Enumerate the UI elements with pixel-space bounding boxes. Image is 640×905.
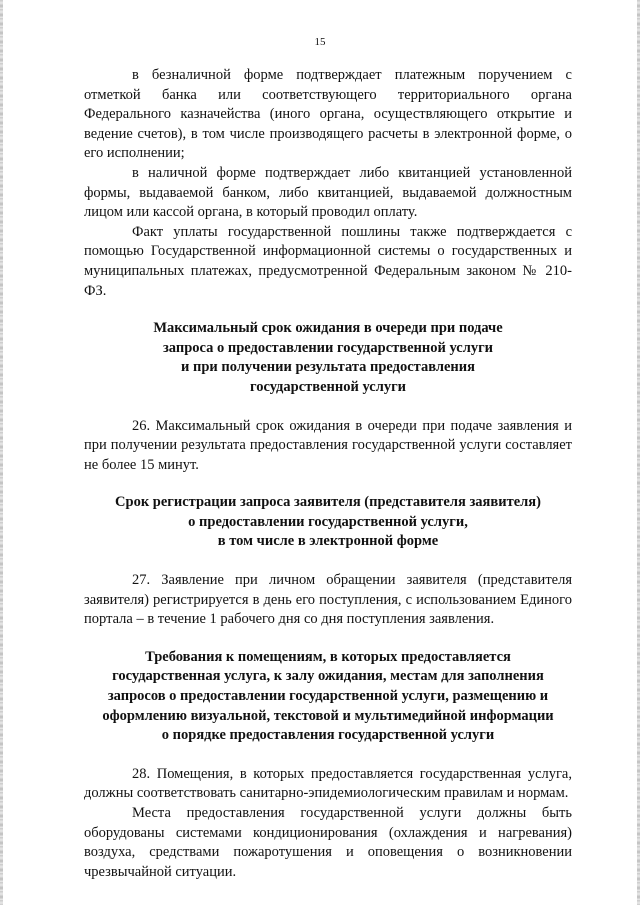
paragraph-payment-cash: в наличной форме подтверждает либо квитанцией установленной формы, выдаваемой банком, либо квитанцией, выдаваемой должностным лицом или кассой органа, в который проводил оплату.: [84, 164, 572, 221]
heading-line: запросов о предоставлении государственной услуги, размещению и: [107, 688, 549, 705]
heading-line: государственная услуга, к залу ожидания, местам для заполнения: [112, 668, 544, 685]
heading-line: государственной услуги: [249, 378, 407, 395]
heading-line: Требования к помещениям, в которых предоставляется: [145, 648, 511, 665]
heading-line: оформлению визуальной, текстовой и мультимедийной информации: [102, 707, 554, 724]
heading-line: Срок регистрации запроса заявителя (представителя заявителя): [115, 494, 541, 511]
paragraph-payment-cashless: в безналичной форме подтверждает платежным поручением с отметкой банка или соответствующего территориального органа Федерального казначейства (иного органа, осуществляющего открытие и ведение счетов), в том числе производящего расчеты в электронной форме, о его исполнении;: [84, 67, 572, 162]
document-body: [84, 66, 572, 882]
paragraph-payment-gis: Факт уплаты государственной пошлины также подтверждается с помощью Государственной информационной системы о государственных и муниципальных платежах, предусмотренной Федеральным законом № 210-ФЗ.: [84, 223, 572, 299]
section-heading-premises-requirements: [84, 648, 572, 746]
heading-line: в том числе в электронной форме: [217, 533, 439, 550]
section-heading-registration-time: [84, 493, 572, 552]
heading-line: запроса о предоставлении государственной услуги: [162, 339, 494, 356]
heading-line: Максимальный срок ожидания в очереди при подаче: [153, 320, 503, 337]
paragraph-27: 27. Заявление при личном обращении заявителя (представителя заявителя) регистрируется в день его поступления, с использованием Единого портала – в течение 1 рабочего дня со дня поступления заявления.: [84, 572, 572, 628]
paragraph-28: 28. Помещения, в которых предоставляется государственная услуга, должны соответствовать санитарно-эпидемиологическим правилам и нормам.: [84, 765, 572, 802]
paragraph-28-continued: Места предоставления государственной услуги должны быть оборудованы системами кондиционирования (охлаждения и нагревания) воздуха, средствами пожаротушения и оповещения о возникновении чрезвычайной ситуации.: [84, 805, 572, 880]
scan-edge-left: [0, 0, 3, 905]
paragraph-26: 26. Максимальный срок ожидания в очереди при подаче заявления и при получении результата предоставления государственной услуги составляет не более 15 минут.: [84, 417, 572, 473]
heading-line: о предоставлении государственной услуги,: [188, 513, 468, 530]
page-number: 15: [314, 36, 326, 48]
heading-line: и при получении результата предоставления: [181, 359, 475, 376]
section-heading-queue-time: [84, 319, 572, 397]
heading-line: о порядке предоставления государственной услуги: [161, 727, 495, 744]
